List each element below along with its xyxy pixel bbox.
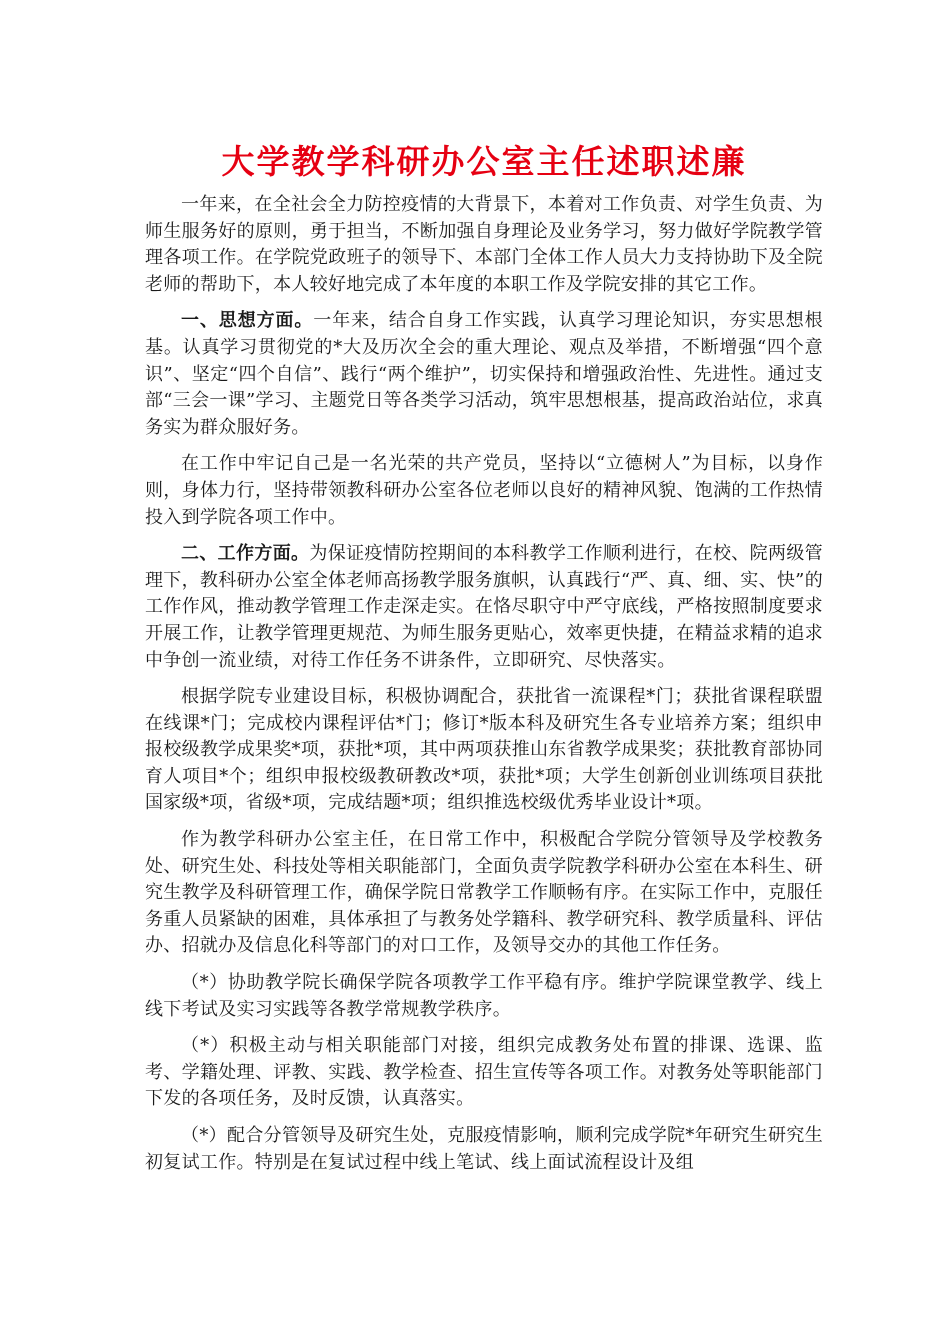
paragraph-text: （*）协助教学院长确保学院各项教学工作平稳有序。维护学院课堂教学、线上线下考试及实习实践等各教学常规教学秩序。 (145, 972, 823, 1020)
paragraph-text: （*）配合分管领导及研究生处，克服疫情影响，顺利完成学院*年研究生研究生初复试工作。特别是在复试过程中线上笔试、线上面试流程设计及组 (145, 1125, 823, 1173)
section-heading-work: 二、工作方面。 (181, 543, 310, 565)
paragraph-item-3 (145, 1123, 823, 1176)
paragraph-text: 一年来，结合自身工作实践，认真学习理论知识，夯实思想根基。认真学习贯彻党的*大及历次全会的重大理论、观点及举措，不断增强“四个意识”、坚定“四个自信”、践行“两个维护”，切实保持和增强政治性、先进性。通过支部“三会一课”学习、主题党日等各类学习活动，筑牢思想根基，提高政治站位，求真务实为群众服好务。 (145, 310, 823, 438)
paragraph-text: 为保证疫情防控期间的本科教学工作顺利进行，在校、院两级管理下，教科研办公室全体老师高扬教学服务旗帜，认真践行“严、真、细、实、快”的工作作风，推动教学管理工作走深走实。在恪尽职守中严守底线，严格按照制度要求开展工作，让教学管理更规范、为师生服务更贴心，效率更快捷，在精益求精的追求中争创一流业绩，对待工作任务不讲条件，立即研究、尽快落实。 (145, 543, 823, 671)
paragraph-work (145, 541, 823, 674)
paragraph-intro (145, 192, 823, 298)
document-title: 大学教学科研办公室主任述职述廉 (221, 142, 747, 181)
paragraph-director-role (145, 827, 823, 960)
paragraph-text: （*）积极主动与相关职能部门对接，组织完成教务处布置的排课、选课、监考、学籍处理、评教、实践、教学检查、招生宣传等各项工作。对教务处等职能部门下发的各项任务，及时反馈，认真落实。 (145, 1035, 823, 1110)
section-heading-ideology: 一、思想方面。 (181, 310, 314, 332)
paragraph-text: 在工作中牢记自己是一名光荣的共产党员，坚持以“立德树人”为目标，以身作则，身体力行，坚持带领教科研办公室各位老师以良好的精神风貌、饱满的工作热情投入到学院各项工作中。 (145, 453, 823, 528)
paragraph-item-1 (145, 970, 823, 1023)
paragraph-item-2 (145, 1033, 823, 1113)
paragraph-achievements (145, 684, 823, 817)
document-page (145, 140, 823, 1186)
paragraph-text: 作为教学科研办公室主任，在日常工作中，积极配合学院分管领导及学校教务处、研究生处、科技处等相关职能部门，全面负责学院教学科研办公室在本科生、研究生教学及科研管理工作，确保学院日常教学工作顺畅有序。在实际工作中，克服任务重人员紧缺的困难，具体承担了与教务处学籍科、教学研究科、教学质量科、评估办、招就办及信息化科等部门的对口工作，及领导交办的其他工作任务。 (145, 829, 823, 957)
paragraph-text: 根据学院专业建设目标，积极协调配合，获批省一流课程*门；获批省课程联盟在线课*门；完成校内课程评估*门；修订*版本科及研究生各专业培养方案；组织申报校级教学成果奖*项，获批*项，其中两项获推山东省教学成果奖；获批教育部协同育人项目*个；组织申报校级教研教改*项，获批*项；大学生创新创业训练项目获批国家级*项，省级*项，完成结题*项；组织推选校级优秀毕业设计*项。 (145, 686, 823, 814)
paragraph-party-member (145, 451, 823, 531)
paragraph-ideology (145, 308, 823, 441)
paragraph-text: 一年来，在全社会全力防控疫情的大背景下，本着对工作负责、对学生负责、为师生服务好的原则，勇于担当，不断加强自身理论及业务学习，努力做好学院教学管理各项工作。在学院党政班子的领导下、本部门全体工作人员大力支持协助下及全院老师的帮助下，本人较好地完成了本年度的本职工作及学院安排的其它工作。 (145, 194, 823, 295)
